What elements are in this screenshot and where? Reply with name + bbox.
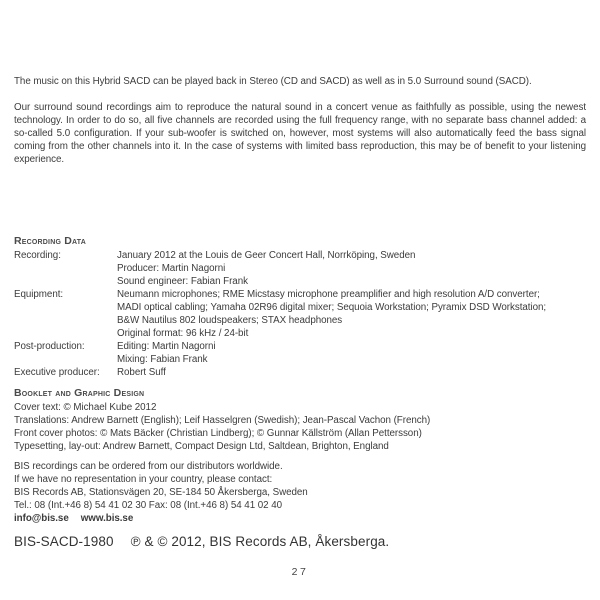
- distribution-line: BIS recordings can be ordered from our distributors worldwide.: [14, 461, 283, 472]
- contact-line: [14, 512, 586, 525]
- row-values: [117, 249, 586, 288]
- credit-line: Cover text: © Michael Kube 2012: [14, 402, 157, 413]
- equipment-row: [14, 288, 586, 340]
- copyright-text: ℗ & © 2012, BIS Records AB, Åkersberga.: [130, 534, 390, 549]
- contact-email: info@bis.se: [14, 513, 69, 524]
- value-line: B&W Nautilus 802 loudspeakers; STAX headphones: [117, 315, 343, 326]
- distribution-line: If we have no representation in your country, please contact:: [14, 474, 273, 485]
- row-label: Post-production:: [14, 341, 85, 352]
- row-label: Recording:: [14, 250, 61, 261]
- distribution-line: Tel.: 08 (Int.+46 8) 54 41 02 30 Fax: 08 (Int.+46 8) 54 41 02 40: [14, 500, 283, 511]
- row-label: Equipment:: [14, 289, 64, 300]
- value-line: January 2012 at the Louis de Geer Concert Hall, Norrköping, Sweden: [117, 250, 416, 261]
- catalog-number: BIS-SACD-1980: [14, 534, 114, 549]
- recording-data-heading: Recording Data: [14, 235, 86, 247]
- contact-website: www.bis.se: [80, 513, 134, 524]
- booklet-design-list: [14, 401, 586, 453]
- row-label: Executive producer:: [14, 367, 100, 378]
- value-line: Robert Suff: [117, 367, 166, 378]
- credit-line: Front cover photos: © Mats Bäcker (Christian Lindberg); © Gunnar Källström (Allan Pettersson): [14, 428, 422, 439]
- value-line: MADI optical cabling; Yamaha 02R96 digital mixer; Sequoia Workstation; Pyramix DSD Workstation;: [117, 302, 547, 313]
- executive-producer-row: [14, 366, 586, 379]
- value-line: Producer: Martin Nagorni: [117, 263, 226, 274]
- post-production-row: [14, 340, 586, 366]
- distribution-block: [14, 460, 586, 525]
- value-line: Sound engineer: Fabian Frank: [117, 276, 248, 287]
- recording-data-list: [14, 249, 586, 379]
- value-line: Editing: Martin Nagorni: [117, 341, 216, 352]
- row-values: [117, 340, 586, 366]
- page-number: 27: [291, 566, 309, 578]
- intro-paragraph-1: The music on this Hybrid SACD can be played back in Stereo (CD and SACD) as well as in 5.0 Surround sound (SACD).: [14, 76, 532, 87]
- intro-paragraph-2: Our surround sound recordings aim to reproduce the natural sound in a concert venue as faithfully as possible, using the newest technology. In order to do so, all five channels are recorded using the full frequency range, with no separate bass channel added: a so-called 5.0 configuration. If your sub-woofer is switched on, however, most systems will also automatically feed the bass signal coming from the other channels into it. In the case of systems with limited bass reproduction, this may be of benefit to your listening experience.: [14, 102, 586, 165]
- value-line: Mixing: Fabian Frank: [117, 354, 208, 365]
- booklet-design-heading: Booklet and Graphic Design: [14, 387, 145, 399]
- value-line: Neumann microphones; RME Micstasy microphone preamplifier and high resolution A/D converter;: [117, 289, 540, 300]
- row-values: [117, 366, 586, 379]
- credit-line: Translations: Andrew Barnett (English); Leif Hasselgren (Swedish); Jean-Pascal Vachon (French): [14, 415, 431, 426]
- row-values: [117, 288, 586, 340]
- value-line: Original format: 96 kHz / 24-bit: [117, 328, 249, 339]
- credit-line: Typesetting, lay-out: Andrew Barnett, Compact Design Ltd, Saltdean, Brighton, England: [14, 441, 389, 452]
- distribution-line: BIS Records AB, Stationsvägen 20, SE-184 50 Åkersberga, Sweden: [14, 487, 308, 498]
- catalog-line: [14, 533, 586, 551]
- recording-row: [14, 249, 586, 288]
